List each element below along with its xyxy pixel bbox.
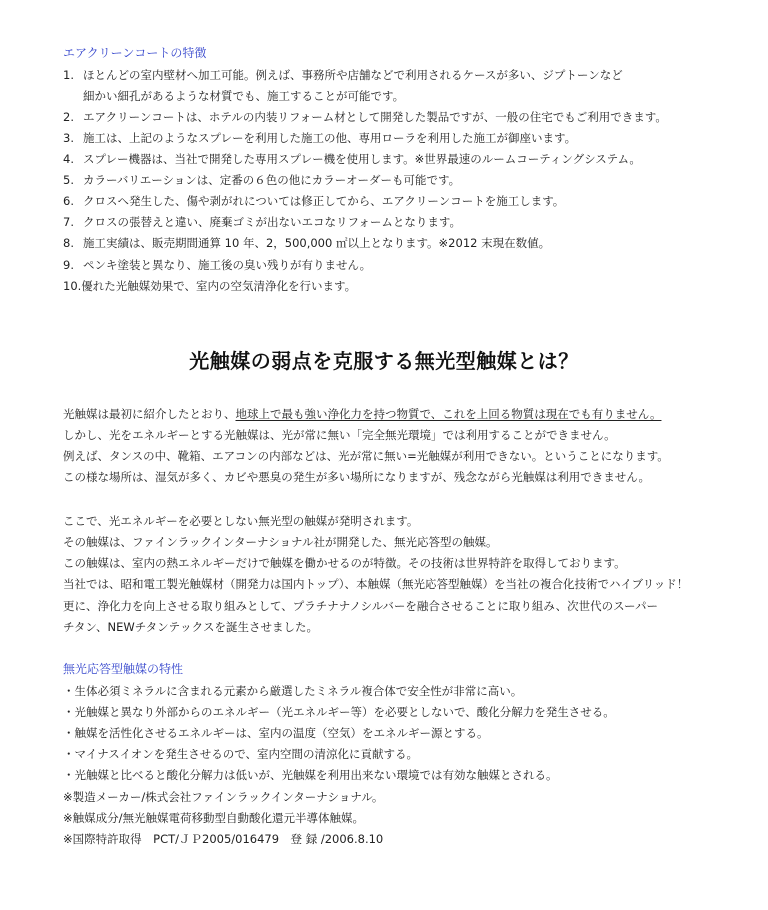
feature-item-text: 施工は、上記のようなスプレーを利用した施工の他、専用ローラを利用した施工が御座います。 <box>83 131 577 145</box>
properties-heading: 無光応答型触媒の特性 <box>63 662 184 676</box>
feature-item-1-continuation: 細かい細孔があるような材質でも、施工することが可能です。 <box>83 89 405 103</box>
paragraph1-line1 <box>63 407 661 421</box>
feature-item-10: 10.優れた光触媒効果で、室内の空気清浄化を行います。 <box>63 279 357 293</box>
feature-item-text: クロスの張替えと違い、廃棄ゴミが出ないエコなリフォームとなります。 <box>83 215 462 229</box>
paragraph1-line1-intro: 光触媒は最初に紹介したとおり、 <box>63 407 236 421</box>
feature-item-text: エアクリーンコートは、ホテルの内装リフォーム材として開発した製品ですが、一般の住宅でもご利用できます。 <box>83 110 667 124</box>
feature-item-6 <box>63 194 564 208</box>
paragraph2-line2: その触媒は、ファインラックインターナショナル社が開発した、無光応答型の触媒。 <box>63 535 498 549</box>
feature-item-5 <box>63 173 460 187</box>
paragraph2-line6: チタン、NEWチタンテックスを誕生させました。 <box>63 620 319 634</box>
feature-item-number: 5. <box>63 173 74 187</box>
feature-item-4 <box>63 152 641 166</box>
feature-item-number: 1. <box>63 68 74 82</box>
property-bullet-1: ・生体必須ミネラルに含まれる元素から厳選したミネラル複合体で安全性が非常に高い。 <box>63 684 523 698</box>
feature-item-2 <box>63 110 667 124</box>
feature-item-3 <box>63 131 576 145</box>
feature-item-text: スプレー機器は、当社で開発した専用スプレー機を使用します。※世界最速のルームコーティングシステム。 <box>83 152 641 166</box>
feature-item-number: 2. <box>63 110 74 124</box>
property-bullet-4: ・マイナスイオンを発生させるので、室内空間の清涼化に貢献する。 <box>63 747 419 761</box>
feature-item-text: ペンキ塗装と異なり、施工後の臭い残りが有りません。 <box>83 258 372 272</box>
features-heading: エアクリーンコートの特徴 <box>63 46 207 60</box>
paragraph1-line4: この様な場所は、湿気が多く、カビや悪臭の発生が多い場所になりますが、残念ながら光触媒は利用できません。 <box>63 470 650 484</box>
feature-item-number: 3. <box>63 131 74 145</box>
feature-item-number: 4. <box>63 152 74 166</box>
property-bullet-5: ・光触媒と比べると酸化分解力は低いが、光触媒を利用出来ない環境では有効な触媒とされる。 <box>63 768 558 782</box>
feature-item-number: 6. <box>63 194 74 208</box>
paragraph2-line1: ここで、光エネルギーを必要としない無光型の触媒が発明されます。 <box>63 514 419 528</box>
feature-item-9 <box>63 258 371 272</box>
feature-item-text: カラーバリエーションは、定番の６色の他にカラーオーダーも可能です。 <box>83 173 461 187</box>
feature-item-text: 施工実績は、販売期間通算 10 年、2，500,000 ㎡以上となります。※2012 末現在数値。 <box>83 236 551 250</box>
feature-item-text: ほとんどの室内壁材へ加工可能。例えば、事務所や店舗などで利用されるケースが多い、ジプトーンなど <box>83 68 623 82</box>
paragraph2-line3: この触媒は、室内の熱エネルギーだけで触媒を働かせるのが特徴。その技術は世界特許を取得しております。 <box>63 556 626 570</box>
paragraph1-line1-underlined: 地球上で最も強い浄化力を持つ物質で、これを上回る物質は現在でも有りません。 <box>235 407 662 421</box>
feature-item-number: 8. <box>63 236 74 250</box>
feature-item-number: 7. <box>63 215 74 229</box>
paragraph1-line3: 例えば、タンスの中、靴箱、エアコンの内部などは、光が常に無い=光触媒が利用できない。ということになります。 <box>63 449 669 463</box>
feature-item-1 <box>63 68 623 82</box>
note-manufacturer: ※製造メーカー/株式会社ファインラックインターナショナル。 <box>63 790 384 804</box>
note-catalyst-component: ※触媒成分/無光触媒電荷移動型自動酸化還元半導体触媒。 <box>63 811 365 825</box>
page-title: 光触媒の弱点を克服する無光型触媒とは？ <box>189 349 579 373</box>
paragraph1-line2: しかし、光をエネルギーとする光触媒は、光が常に無い「完全無光環境」では利用することができません。 <box>63 428 616 442</box>
feature-item-number: 9. <box>63 258 74 272</box>
feature-item-8 <box>63 236 550 250</box>
feature-item-7 <box>63 215 461 229</box>
feature-item-text: クロスへ発生した、傷や剥がれについては修正してから、エアクリーンコートを施工します。 <box>83 194 565 208</box>
paragraph2-line5: 更に、浄化力を向上させる取り組みとして、プラチナナノシルバーを融合させることに取り組み、次世代のスーパー <box>63 599 658 613</box>
property-bullet-2: ・光触媒と異なり外部からのエネルギー（光エネルギー等）を必要としないで、酸化分解力を発生させる。 <box>63 705 615 719</box>
paragraph2-line4: 当社では、昭和電工製光触媒材（開発力は国内トップ）、本触媒（無光応答型触媒）を当社の複合化技術でハイブリッド！ <box>63 577 689 591</box>
note-patent: ※国際特許取得 PCT/ＪＰ2005/016479 登 録 /2006.8.10 <box>63 832 384 846</box>
property-bullet-3: ・触媒を活性化させるエネルギーは、室内の温度（空気）をエネルギー源とする。 <box>63 726 489 740</box>
